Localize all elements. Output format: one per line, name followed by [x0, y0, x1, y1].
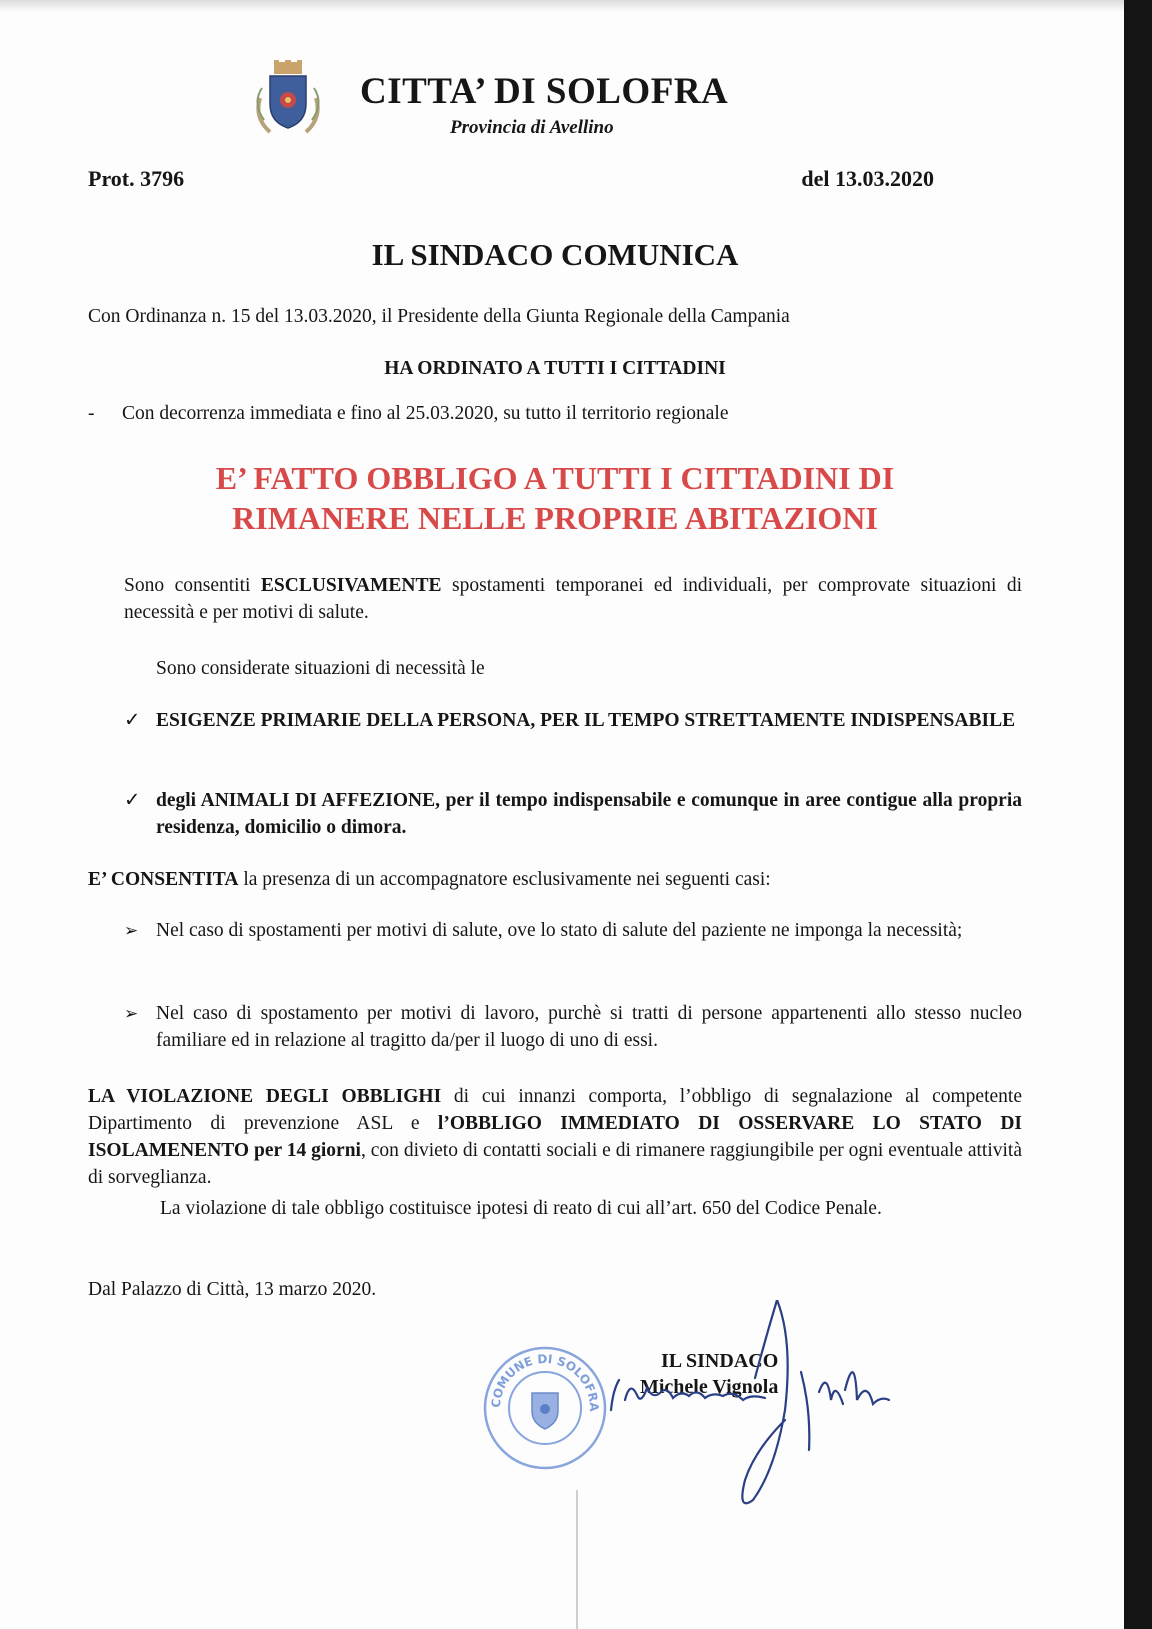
city-name: CITTA’ DI SOLOFRA [360, 71, 729, 112]
protocol-number: Prot. 3796 [88, 166, 185, 191]
list-item-text: Nel caso di spostamento per motivi di lavoro, purchè si tratti di persone appartenenti allo stesso nucleo familiare ed in relazione al tragitto da/per il luogo di uno di essi. [156, 1003, 1022, 1051]
headline-line-2: RIMANERE NELLE PROPRIE ABITAZIONI [232, 500, 878, 536]
intro-paragraph: Con Ordinanza n. 15 del 13.03.2020, il Presidente della Giunta Regionale della Campania [88, 306, 790, 327]
headline-line-1: E’ FATTO OBBLIGO A TUTTI I CITTADINI DI [215, 460, 895, 496]
companion-rest: la presenza di un accompagnatore esclusivamente nei seguenti casi: [243, 869, 771, 890]
arrow-bullet-icon: ➢ [124, 921, 139, 940]
scan-shadow [0, 0, 1124, 12]
city-crest-icon [250, 58, 326, 138]
signatory-role: IL SINDACO [661, 1350, 779, 1372]
violation-keyword: LA VIOLAZIONE DEGLI OBBLIGHI [88, 1086, 442, 1107]
svg-text:COMUNE DI SOLOFRA: COMUNE DI SOLOFRA [488, 1351, 602, 1412]
list-item-text: degli ANIMALI DI AFFEZIONE, per il tempo indispensabile e comunque in aree contigue alla propria residenza, domicilio o dimora. [156, 790, 1022, 838]
check-icon: ✓ [124, 710, 141, 731]
headline [0, 458, 1110, 538]
companion-keyword: E’ CONSENTITA [88, 869, 239, 890]
dash-list-item [88, 400, 729, 427]
check-icon: ✓ [124, 790, 141, 811]
list-item-text: Nel caso di spostamenti per motivi di salute, ove lo stato di salute del paziente ne imponga la necessità; [156, 920, 963, 941]
list-item [124, 917, 1022, 944]
scan-border [1124, 0, 1152, 1629]
page-title: IL SINDACO COMUNICA [371, 237, 739, 272]
exclusive-rest: spostamenti temporanei ed individuali, per comprovate situazioni di necessità e per motivi di salute. [124, 575, 1023, 623]
exclusive-paragraph [124, 572, 1022, 626]
ordered-heading: HA ORDINATO A TUTTI I CITTADINI [384, 358, 726, 379]
province-name: Provincia di Avellino [450, 117, 614, 138]
list-item-text: ESIGENZE PRIMARIE DELLA PERSONA, PER IL TEMPO STRETTAMENTE INDISPENSABILE [156, 710, 1016, 731]
violation-text-end: , con divieto di contatti sociali e di rimanere raggiungibile per ogni eventuale attività di sorveglianza. [88, 1140, 1023, 1188]
scan-crease [576, 1490, 578, 1629]
dash-mark: - [88, 403, 95, 424]
list-item [124, 1000, 1022, 1054]
protocol-date: del 13.03.2020 [801, 166, 934, 191]
companion-paragraph [88, 866, 771, 893]
violation-text: di cui innanzi comporta, l’obbligo di segnalazione al competente Dipartimento di prevenzione ASL e [88, 1086, 1022, 1134]
handwritten-signature-icon [605, 1300, 905, 1510]
municipal-stamp-icon [480, 1343, 610, 1473]
list-item [124, 787, 1022, 841]
place-date: Dal Palazzo di Città, 13 marzo 2020. [88, 1279, 377, 1300]
list-item [124, 707, 1022, 734]
violation-paragraph [88, 1083, 1022, 1191]
dash-item-text: Con decorrenza immediata e fino al 25.03.2020, su tutto il territorio regionale [122, 403, 729, 424]
necessity-intro: Sono considerate situazioni di necessità le [156, 658, 485, 679]
penal-paragraph: La violazione di tale obbligo costituisce ipotesi di reato di cui all’art. 650 del Codice Penale. [160, 1198, 882, 1219]
isolation-obligation: l’OBBLIGO IMMEDIATO DI OSSERVARE LO STATO DI ISOLAMENENTO per 14 giorni [88, 1113, 1023, 1161]
signatory-name: Michele Vignola [640, 1376, 779, 1398]
exclusive-keyword: ESCLUSIVAMENTE [260, 575, 442, 596]
exclusive-lead: Sono consentiti [124, 575, 251, 596]
arrow-bullet-icon: ➢ [124, 1004, 139, 1023]
